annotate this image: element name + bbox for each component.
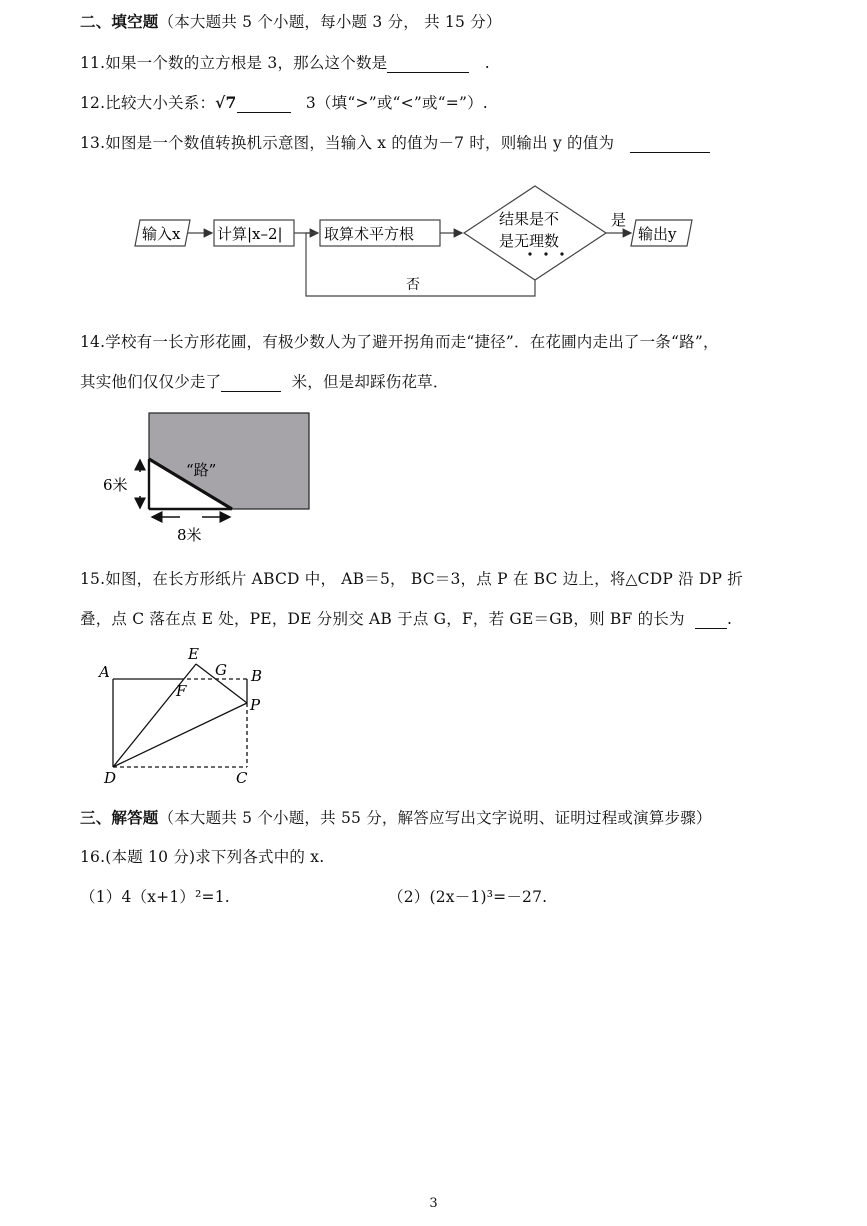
input-label: 输入x (142, 225, 181, 243)
compute-label: 计算|x–2| (217, 225, 283, 243)
label-E: E (188, 645, 199, 663)
section-heading (80, 806, 712, 828)
question-16 (80, 845, 324, 867)
section-title: 三、解答题 (80, 809, 159, 827)
q13-text: 13.如图是一个数值转换机示意图，当输入 x 的值为－7 时，则输出 y 的值为 (80, 134, 615, 152)
q12-text: 12.比较大小关系： (80, 94, 216, 112)
decision-label-2: 是无理数 (499, 232, 560, 250)
q11-end: . (484, 54, 490, 72)
q15-text-end: . (726, 610, 733, 628)
label-G: G (215, 661, 227, 679)
q16-part-2-text: （2）(2x－1)³=－27. (388, 888, 548, 906)
yes-label: 是 (611, 211, 627, 229)
decision-label-1: 结果是不 (499, 210, 560, 228)
q14-text: 其实他们仅仅少走了 (80, 373, 222, 391)
label-F: F (176, 682, 187, 700)
q15-text: 15.如图，在长方形纸片 ABCD 中， AB＝5， BC＝3，点 P 在 BC 边上，将△CDP 沿 DP 折 (80, 570, 744, 588)
label-C: C (236, 769, 248, 787)
q11-text: 11.如果一个数的立方根是 3，那么这个数是 (80, 54, 388, 72)
section-title: 二、填空题 (80, 13, 159, 31)
section-note: （本大题共 5 个小题，共 55 分，解答应写出文字说明、证明过程或演算步骤） (158, 809, 712, 827)
height-label: 6米 (103, 476, 128, 494)
sqrt-label: 取算术平方根 (324, 225, 415, 243)
output-label: 输出y (638, 225, 677, 243)
segment-DP (113, 703, 247, 767)
no-label: 否 (406, 277, 420, 293)
q16-part-1-text: （1）4（x+1）²=1. (80, 888, 230, 906)
sqrt-seven: √7 (215, 93, 237, 112)
label-B: B (251, 667, 263, 685)
q16-part-1 (80, 885, 230, 907)
q14-text: 14.学校有一长方形花圃，有极少数人为了避开拐角而走“捷径”．在花圃内走出了一条“路”， (80, 333, 719, 351)
page-number: 3 (429, 1196, 438, 1211)
section-note: （本大题共 5 个小题，每小题 3 分， 共 15 分） (158, 13, 502, 31)
label-A: A (99, 663, 110, 681)
q12-text-end: 3（填“>”或“<”或“=”）. (305, 94, 488, 112)
width-label: 8米 (177, 526, 202, 544)
q16-text: 16.(本题 10 分)求下列各式中的 x. (80, 848, 325, 866)
q16-part-2 (388, 885, 547, 907)
q15-text: 叠，点 C 落在点 E 处，PE，DE 分别交 AB 于点 G，F，若 GE＝GB，则 BF 的长为 (80, 610, 685, 628)
label-D: D (104, 769, 117, 787)
label-P: P (250, 696, 261, 714)
road-label: “路” (186, 461, 217, 479)
q14-text-end: 米，但是却踩伤花草． (291, 373, 449, 391)
